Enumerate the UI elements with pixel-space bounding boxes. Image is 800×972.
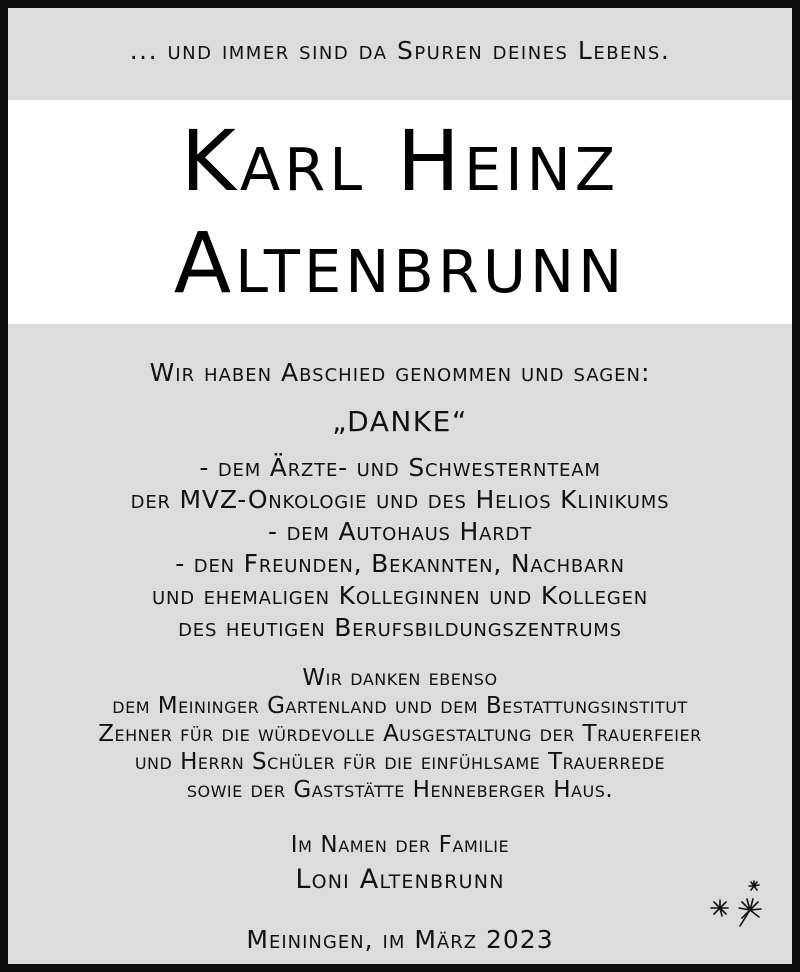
thanks-line: der MVZ-Onkologie und des Helios Klinikums [130, 485, 670, 514]
thanks-line: - dem Ärzte- und Schwesternteam [199, 453, 601, 482]
intro-text: Wir haben Abschied genommen und sagen: [149, 358, 651, 387]
additional-thanks-line: Wir danken ebenso [302, 665, 498, 691]
thanks-line: des heutigen Berufsbildungszentrums [178, 613, 622, 642]
additional-thanks-line: und Herrn Schüler für die einfühlsame Trauerrede [134, 749, 666, 775]
additional-thanks [8, 664, 792, 804]
family-intro: Im Namen der Familie [290, 832, 510, 858]
dandelion-seeds-icon [706, 878, 770, 942]
additional-thanks-line: sowie der Gaststätte Henneberger Haus. [186, 777, 614, 803]
deceased-surname: Altenbrunn [173, 214, 627, 312]
danke-heading: „DANKE“ [332, 405, 468, 438]
thanks-list [8, 452, 792, 644]
motto-band [8, 8, 792, 100]
family-signature: Loni Altenbrunn [295, 864, 505, 895]
thanks-line: und ehemaligen Kolleginnen und Kollegen [151, 581, 649, 610]
deceased-first-name: Karl Heinz [180, 112, 620, 210]
additional-thanks-line: dem Meininger Gartenland und dem Bestattungsinstitut [112, 693, 688, 719]
additional-thanks-line: Zehner für die würdevolle Ausgestaltung der Trauerfeier [98, 721, 702, 747]
place-date: Meiningen, im März 2023 [246, 925, 554, 954]
thanks-line: - den Freunden, Bekannten, Nachbarn [175, 549, 625, 578]
message-body [8, 324, 792, 964]
name-band [8, 100, 792, 324]
motto: ... und immer sind da Spuren deines Lebens. [129, 35, 671, 65]
thanks-line: - dem Autohaus Hardt [268, 517, 532, 546]
